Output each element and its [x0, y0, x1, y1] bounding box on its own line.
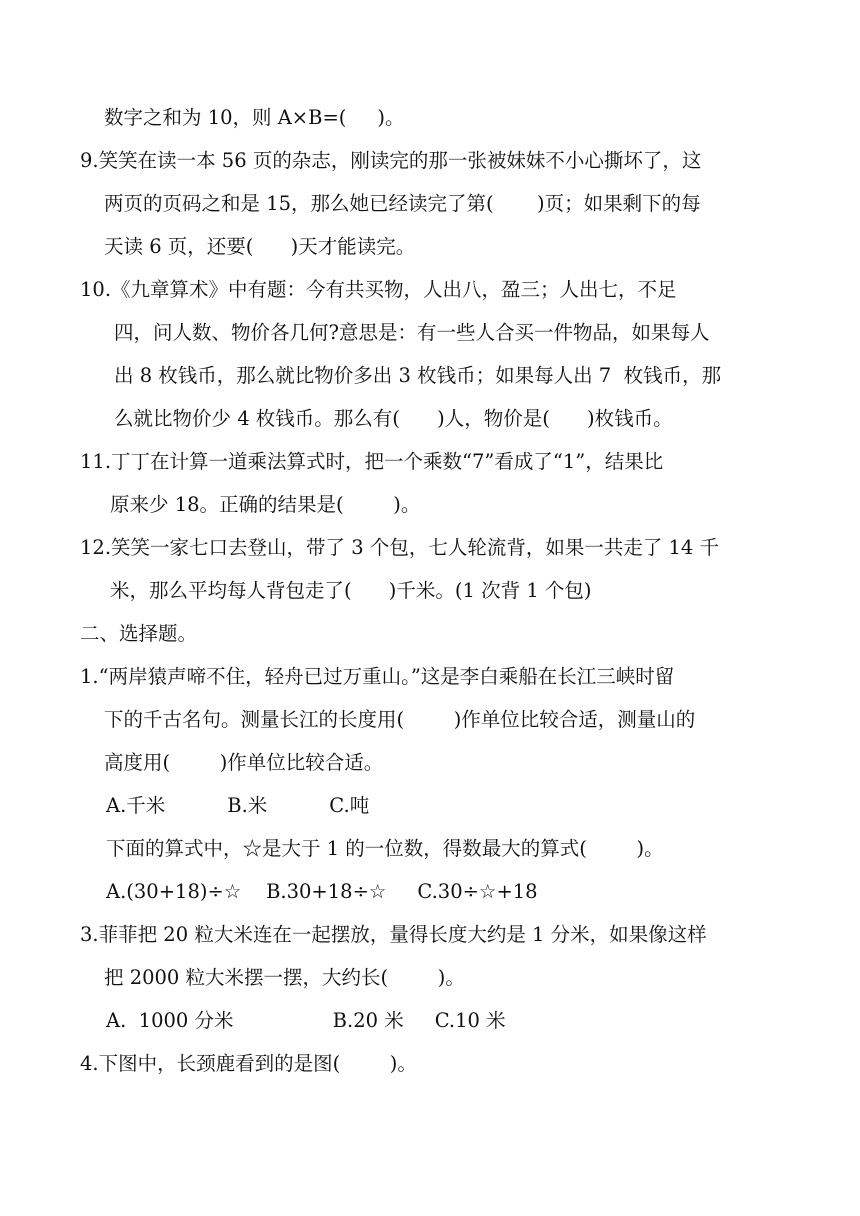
section-heading-choice: 二、选择题。: [80, 622, 198, 645]
q12-line-2: 米，那么平均每人背包走了( )千米。(1 次背 1 个包): [110, 579, 592, 602]
q12-line-1: 12.笑笑一家七口去登山，带了 3 个包，七人轮流背，如果一共走了 14 千: [80, 536, 720, 559]
q9-line-1: 9.笑笑在读一本 56 页的杂志，刚读完的那一张被妹妹不小心撕坏了，这: [80, 149, 702, 172]
choice-q3-line-2: 把 2000 粒大米摆一摆，大约长( )。: [104, 966, 465, 989]
choice-q1-line-3: 高度用( )作单位比较合适。: [104, 751, 384, 774]
q9-line-3: 天读 6 页，还要( )天才能读完。: [104, 235, 416, 258]
q10-line-4: 么就比物价少 4 枚钱币。那么有( )人，物价是( )枚钱币。: [114, 407, 673, 430]
q11-line-2: 原来少 18。正确的结果是( )。: [110, 493, 421, 516]
choice-q3-options: A. 1000 分米 B.20 米 C.10 米: [106, 1009, 506, 1032]
choice-q2-line-1: 下面的算式中，☆是大于 1 的一位数，得数最大的算式( )。: [106, 837, 664, 860]
choice-q4-line-1: 4.下图中，长颈鹿看到的是图( )。: [80, 1052, 417, 1075]
q10-line-3: 出 8 枚钱币，那么就比物价多出 3 枚钱币；如果每人出 7 枚钱币，那: [114, 364, 722, 387]
choice-q2-options: A.(30+18)÷☆ B.30+18÷☆ C.30÷☆+18: [106, 880, 538, 903]
q11-line-1: 11.丁丁在计算一道乘法算式时，把一个乘数“7”看成了“1”，结果比: [80, 450, 664, 473]
q9-line-2: 两页的页码之和是 15，那么她已经读完了第( )页；如果剩下的每: [104, 192, 701, 215]
q10-line-2: 四，问人数、物价各几何?意思是：有一些人合买一件物品，如果每人: [114, 321, 710, 344]
q10-line-1: 10.《九章算术》中有题：今有共买物，人出八，盈三；人出七，不足: [80, 278, 677, 301]
choice-q3-line-1: 3.菲菲把 20 粒大米连在一起摆放，量得长度大约是 1 分米，如果像这样: [80, 923, 707, 946]
choice-q1-line-2: 下的千古名句。测量长江的长度用( )作单位比较合适，测量山的: [104, 708, 696, 731]
choice-q1-line-1: 1.“两岸猿声啼不住，轻舟已过万重山。”这是李白乘船在长江三峡时留: [80, 665, 675, 688]
choice-q1-options: A.千米 B.米 C.吨: [106, 794, 370, 817]
q8-continuation: 数字之和为 10，则 A×B=( )。: [104, 106, 405, 129]
